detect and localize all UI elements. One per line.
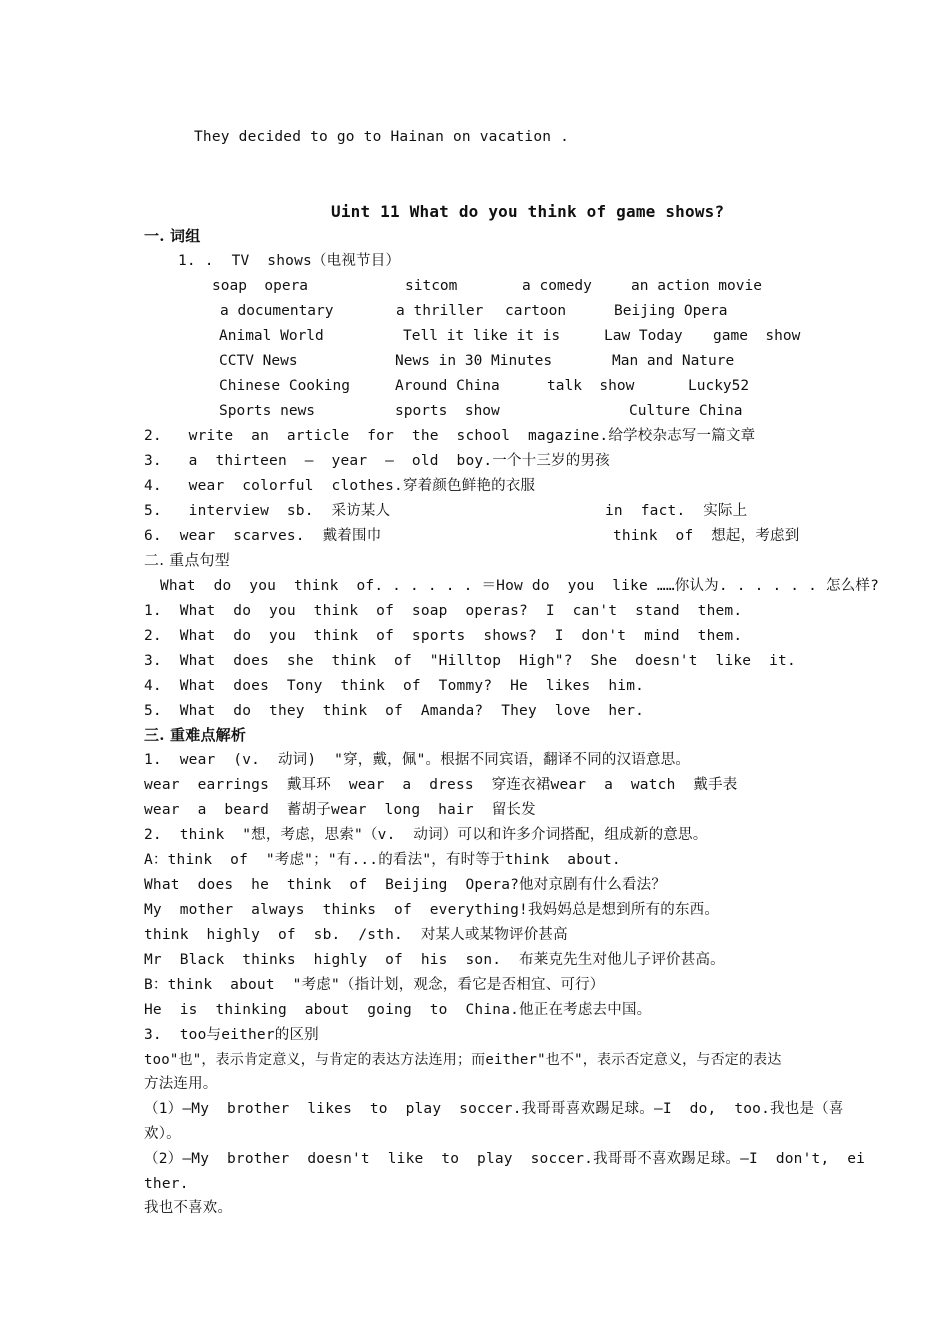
section2-example: 1. What do you think of soap operas? I can't stand them. xyxy=(144,603,743,619)
grid-cell: Law Today xyxy=(604,328,683,344)
grid-cell: Beijing Opera xyxy=(614,303,728,319)
section2-heading: 二. 重点句型 xyxy=(144,551,230,569)
grid-cell: talk show xyxy=(547,378,635,394)
section3-line: 方法连用。 xyxy=(144,1076,218,1092)
section3-line: ther. xyxy=(144,1176,189,1192)
section1-item6-left: 6. wear scarves. 戴着围巾 xyxy=(144,528,382,544)
section3-line: My mother always thinks of everything!我妈妈总是想到所有的东西。 xyxy=(144,902,720,918)
grid-cell: News in 30 Minutes xyxy=(395,353,553,369)
section3-line: 我也不喜欢。 xyxy=(144,1200,233,1216)
grid-cell: Sports news xyxy=(219,403,316,419)
section3-line: think highly of sb. /sth. 对某人或某物评价甚高 xyxy=(144,927,568,943)
section3-heading: 三. 重难点解析 xyxy=(144,726,247,744)
section3-line: B：think about "考虑"（指计划，观念，看它是否相宜、可行） xyxy=(144,977,605,993)
grid-cell: Culture China xyxy=(629,403,743,419)
section3-line: 3. too与either的区别 xyxy=(144,1027,319,1043)
grid-cell: sports show xyxy=(395,403,500,419)
section3-line: （2）—My brother doesn't like to play soccer.我哥哥不喜欢踢足球。—I don't, ei xyxy=(144,1151,866,1167)
section1-item5-right: in fact. 实际上 xyxy=(605,503,748,519)
grid-cell: Around China xyxy=(395,378,500,394)
grid-cell: Animal World xyxy=(219,328,324,344)
section3-line: He is thinking about going to China.他正在考虑去中国。 xyxy=(144,1002,652,1018)
section3-line: （1）—My brother likes to play soccer.我哥哥喜欢踢足球。—I do, too.我也是（喜 xyxy=(144,1101,844,1117)
section1-item: 3. a thirteen – year – old boy.一个十三岁的男孩 xyxy=(144,453,610,469)
section1-item: 2. write an article for the school magazine.给学校杂志写一篇文章 xyxy=(144,428,756,444)
grid-cell: Man and Nature xyxy=(612,353,735,369)
grid-cell: an action movie xyxy=(631,278,762,294)
section3-line: too"也"，表示肯定意义，与肯定的表达方法连用；而either"也不"，表示否定意义，与否定的表达 xyxy=(144,1052,782,1068)
section1-item6-right: think of 想起，考虑到 xyxy=(613,528,800,544)
section2-example: 5. What do they think of Amanda? They love her. xyxy=(144,703,645,719)
section1-item1-label: 1. . TV shows（电视节目） xyxy=(178,253,401,269)
grid-cell: Lucky52 xyxy=(688,378,750,394)
grid-cell: a thriller xyxy=(396,303,484,319)
section2-example: 2. What do you think of sports shows? I don't mind them. xyxy=(144,628,743,644)
page-title: Uint 11 What do you think of game shows? xyxy=(331,202,725,221)
grid-cell: sitcom xyxy=(405,278,458,294)
section3-line: Mr Black thinks highly of his son. 布莱克先生对他儿子评价甚高。 xyxy=(144,952,725,968)
grid-cell: Chinese Cooking xyxy=(219,378,350,394)
section3-line: wear earrings 戴耳环 wear a dress 穿连衣裙wear a watch 戴手表 xyxy=(144,777,738,793)
section2-pattern: What do you think of. . . . . . ＝How do you like ……你认为. . . . . . 怎么样? xyxy=(160,578,880,594)
grid-cell: a comedy xyxy=(522,278,592,294)
grid-cell: soap opera xyxy=(212,278,309,294)
section2-example: 3. What does she think of "Hilltop High"? She doesn't like it. xyxy=(144,653,796,669)
grid-cell: CCTV News xyxy=(219,353,298,369)
section3-line: 欢）。 xyxy=(144,1126,181,1142)
section1-item5-left: 5. interview sb. 采访某人 xyxy=(144,503,391,519)
section1-item: 4. wear colorful clothes.穿着颜色鲜艳的衣服 xyxy=(144,478,536,494)
section3-line: A：think of "考虑"；"有...的看法"，有时等于think about. xyxy=(144,852,621,868)
grid-cell: game show xyxy=(713,328,801,344)
grid-cell: Tell it like it is xyxy=(403,328,561,344)
section3-line: What does he think of Beijing Opera?他对京剧有什么看法？ xyxy=(144,877,667,893)
section3-line: 1. wear (v. 动词) "穿，戴，佩"。根据不同宾语，翻译不同的汉语意思。 xyxy=(144,752,691,768)
section2-example: 4. What does Tony think of Tommy? He likes him. xyxy=(144,678,645,694)
section3-line: 2. think "想，考虑，思索"（v. 动词）可以和许多介词搭配，组成新的意思。 xyxy=(144,827,708,843)
section3-line: wear a beard 蓄胡子wear long hair 留长发 xyxy=(144,802,536,818)
section1-heading: 一. 词组 xyxy=(144,227,201,245)
grid-cell: a documentary xyxy=(220,303,334,319)
grid-cell: cartoon xyxy=(505,303,567,319)
intro-line: They decided to go to Hainan on vacation . xyxy=(194,129,570,145)
